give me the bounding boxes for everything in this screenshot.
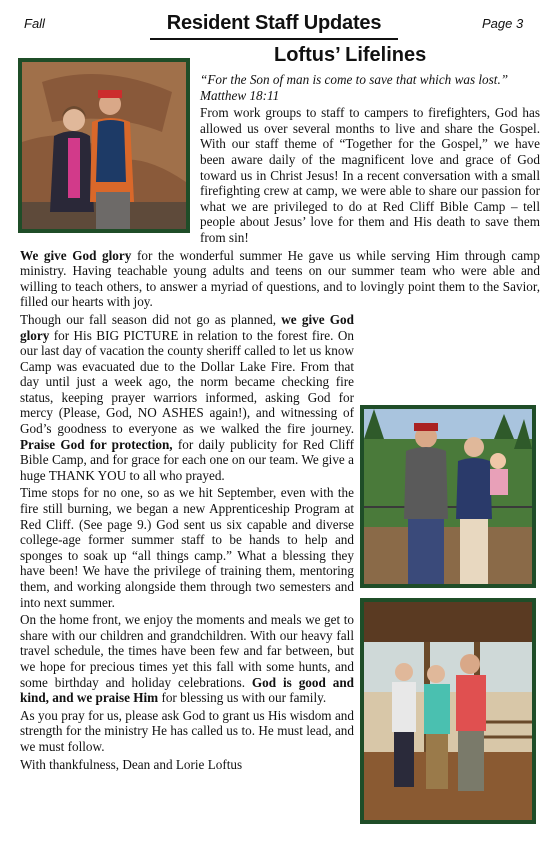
paragraph-3-text-b: for His BIG PICTURE in relation to the forest fire. On our last day of vacation the county sheriff called to let us know Camp was evacuated due to the Dollar Lake Fire. From that day until just a week ago, the norm became checking fire status, keeping prayer warriors informed, asking God for mercy (Please, God, NO ASHES again!), and witnessing of God’s goodness to everyone as we walked the fire journey. <box>20 327 354 437</box>
paragraph-4: Time stops for no one, so as we hit September, even with the fire still burning, we began a new Apprenticeship Program at Red Cliff. (See page 9.) God sent us six capable and diverse college-age former summer staff to be hands to help and sponges to soak up “all things camp.” What a blessing they have been! We have the privilege of training them, mentoring them, and working alongside them through two semesters and into next summer. <box>20 485 354 610</box>
paragraph-3-text-c: for daily publicity for Red Cliff Bible Camp, and for grace for each one on our team. We give a huge THANK YOU to all who prayed. <box>20 436 355 483</box>
paragraph-2-text: for the wonderful summer He gave us while serving Him through camp ministry. Having teachable young adults and teens on our summer team who were able and willing to teach others, to answer a myriad of questions, and to lovingly point them to the Savior, filled our hearts with joy. <box>20 247 540 310</box>
emphasis-god-glory-2: we give God glory <box>20 311 354 343</box>
article-title: Loftus’ Lifelines <box>274 44 427 66</box>
title-underline <box>150 38 398 40</box>
paragraph-2 <box>20 248 540 310</box>
season-label: Fall <box>24 16 45 31</box>
float-spacer-right-photos <box>360 386 540 816</box>
paragraph-6: As you pray for us, please ask God to grant us His wisdom and strength for the ministry He has called us to. He must lead, and we must follow. <box>20 707 354 754</box>
paragraph-5-text-b: for blessing us with our family. <box>158 690 327 706</box>
emphasis-god-glory: We give God glory <box>20 247 132 263</box>
scripture-quote: “For the Son of man is come to save that which was lost.” Matthew 18:11 <box>200 72 509 103</box>
page-number: Page 3 <box>482 16 524 31</box>
emphasis-god-good: God is good and kind, and we praise Him <box>20 674 354 706</box>
paragraph-5-text-a: On the home front, we enjoy the moments and meals we get to share with our children and grandchildren. With our heavy fall travel schedule, the times have been few and far between, but we hope for precious times yet this fall with some hunts, and some birthday and holiday celebrations. <box>20 612 354 690</box>
paragraph-1: From work groups to staff to campers to firefighters, God has allowed us over several months to live and share the Gospel. With our staff theme of “Together for the Gospel,” we have been aware daily of the magnificent love and grace of God toward us in Christ Jesus! In a recent conversation with a small firefighting crew at camp, we were able to share our passion for what we are privileged to do at Red Cliff Bible Camp – tell people about Jesus’ love for them and His death to save them from sin! <box>200 105 540 245</box>
signoff: With thankfulness, Dean and Lorie Loftus <box>20 756 243 772</box>
article-body <box>20 72 540 816</box>
emphasis-praise-protection: Praise God for protection, <box>20 436 173 452</box>
paragraph-3-text-a: Though our fall season did not go as planned, <box>20 311 282 327</box>
newsletter-section-title: Resident Staff Updates <box>166 12 382 34</box>
float-spacer-photo-couple <box>20 72 196 234</box>
